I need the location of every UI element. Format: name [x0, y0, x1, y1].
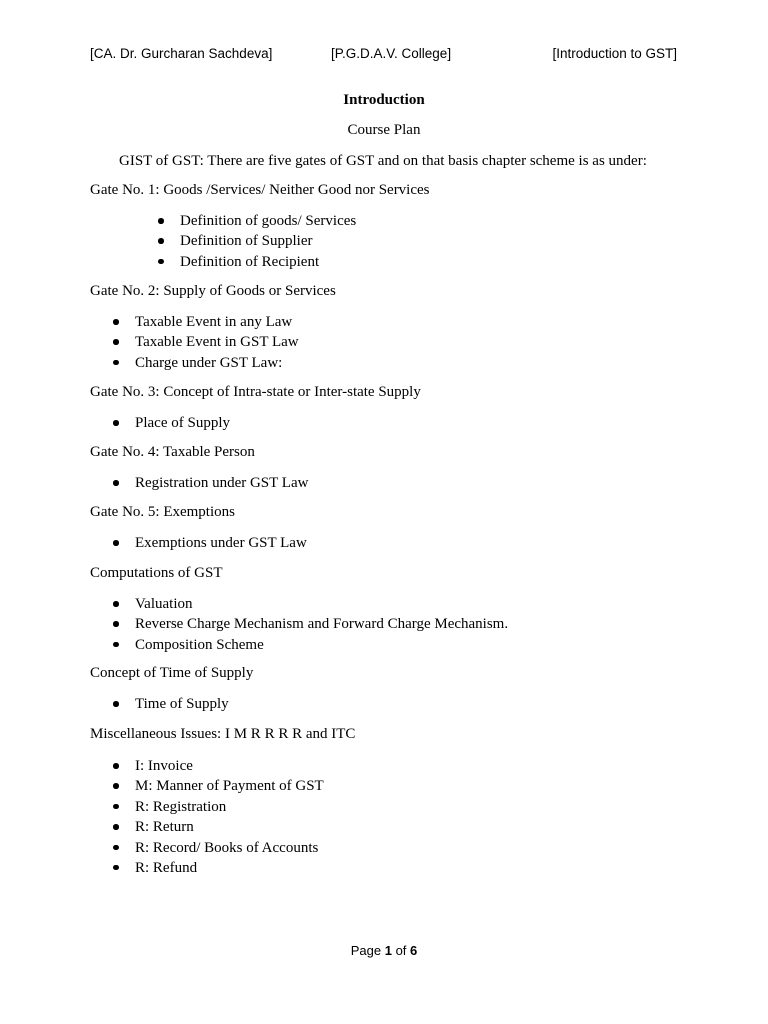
list-item: Reverse Charge Mechanism and Forward Charge Mechanism. [135, 614, 508, 634]
list-item: R: Registration [135, 797, 324, 817]
section-heading-gate-3: Gate No. 3: Concept of Intra-state or Inter-state Supply [90, 384, 421, 400]
section-heading-gate-4: Gate No. 4: Taxable Person [90, 444, 255, 460]
list-item: Valuation [135, 594, 508, 614]
page-current: 1 [384, 943, 392, 958]
header-author: [CA. Dr. Gurcharan Sachdeva] [90, 46, 273, 61]
page-footer [0, 943, 768, 958]
intro-paragraph: GIST of GST: There are five gates of GST and on that basis chapter scheme is as under: [119, 153, 647, 169]
list-item: Taxable Event in any Law [135, 312, 299, 332]
section-heading-gate-2: Gate No. 2: Supply of Goods or Services [90, 283, 336, 299]
section-heading-miscellaneous: Miscellaneous Issues: I M R R R R and ITC [90, 726, 356, 742]
list-item: Definition of goods/ Services [180, 211, 356, 231]
list-item: R: Record/ Books of Accounts [135, 838, 324, 858]
page-label: Page [350, 943, 382, 958]
list-item: Exemptions under GST Law [135, 533, 307, 553]
section-heading-time-of-supply: Concept of Time of Supply [90, 665, 254, 681]
list-item: Taxable Event in GST Law [135, 332, 299, 352]
section-list-gate-1 [180, 211, 356, 272]
list-item: Definition of Supplier [180, 231, 356, 251]
section-heading-gate-1: Gate No. 1: Goods /Services/ Neither Good nor Services [90, 182, 430, 198]
section-list-gate-3 [135, 413, 230, 433]
document-subtitle: Course Plan [347, 122, 421, 138]
section-list-gate-4 [135, 473, 308, 493]
of-label: of [395, 943, 407, 958]
section-heading-computations: Computations of GST [90, 565, 223, 581]
section-heading-gate-5: Gate No. 5: Exemptions [90, 504, 235, 520]
list-item: R: Refund [135, 858, 324, 878]
section-list-miscellaneous [135, 756, 324, 878]
section-list-gate-5 [135, 533, 307, 553]
list-item: Registration under GST Law [135, 473, 308, 493]
list-item: M: Manner of Payment of GST [135, 776, 324, 796]
list-item: Definition of Recipient [180, 252, 356, 272]
header-college: [P.G.D.A.V. College] [331, 46, 452, 61]
list-item: Time of Supply [135, 694, 229, 714]
section-list-time-of-supply [135, 694, 229, 714]
list-item: Composition Scheme [135, 635, 508, 655]
list-item: I: Invoice [135, 756, 324, 776]
list-item: R: Return [135, 817, 324, 837]
header-topic: [Introduction to GST] [552, 46, 677, 61]
page-total: 6 [410, 943, 418, 958]
document-title: Introduction [343, 92, 425, 108]
section-list-gate-2 [135, 312, 299, 373]
list-item: Charge under GST Law: [135, 353, 299, 373]
section-list-computations [135, 594, 508, 655]
list-item: Place of Supply [135, 413, 230, 433]
